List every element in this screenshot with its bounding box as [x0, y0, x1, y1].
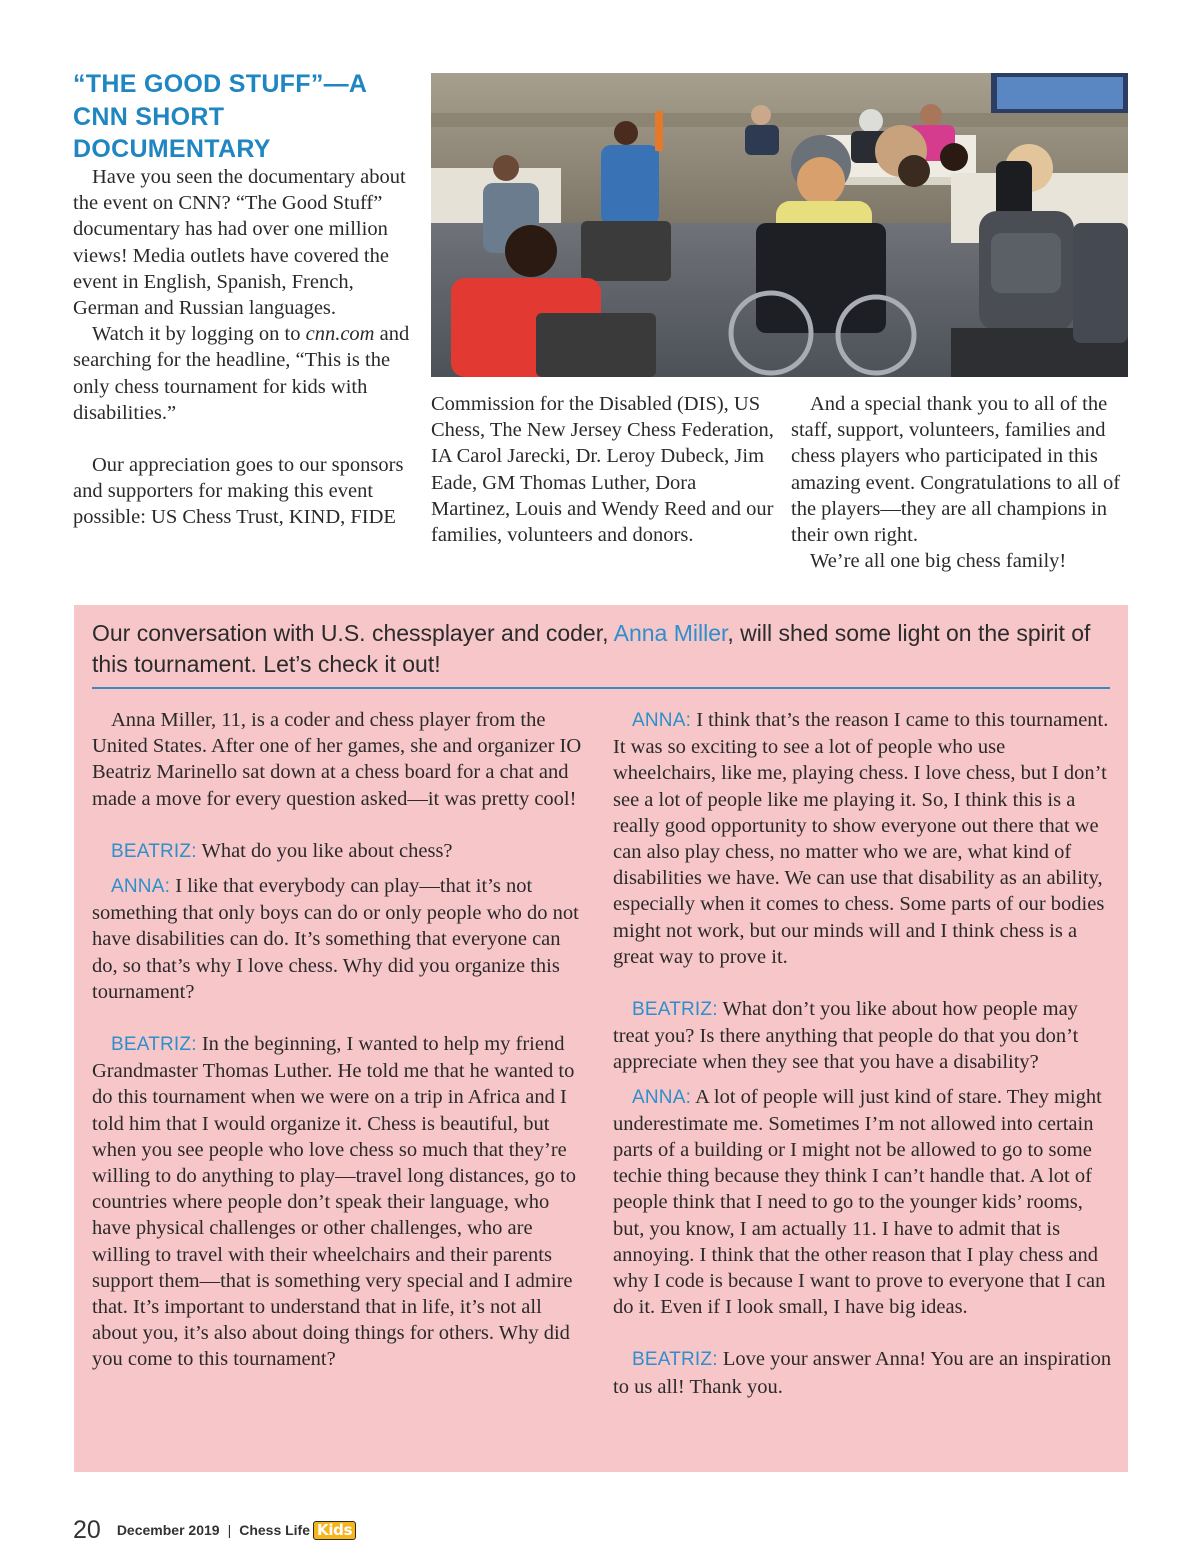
tournament-photo: [431, 73, 1128, 377]
turn-text: I like that everybody can play—that it’s not something that only boys can do or only people who do not have disabilities can do. It’s something that everyone can do, so that’s why I love chess. Why did you organize this tournament?: [92, 875, 579, 1003]
speaker-label: BEATRIZ:: [632, 1349, 718, 1371]
issue-date: December 2019: [116, 1522, 220, 1538]
turn-text: What do you like about chess?: [201, 839, 453, 862]
article-column-2: [431, 391, 776, 548]
interview-turn: [613, 707, 1113, 970]
turn-text: What don’t you like about how people may treat you? Is there anything that people do that you don’t appreciate when they see that you have a disability?: [613, 998, 1079, 1074]
speaker-label: BEATRIZ:: [632, 999, 718, 1021]
watch-paragraph: [73, 321, 410, 426]
footer-separator: |: [227, 1522, 232, 1538]
intro-divider: [92, 687, 1110, 689]
appreciation-paragraph: Our appreciation goes to our sponsors and supporters for making this event possible: US Chess Trust, KIND, FIDE: [73, 454, 404, 529]
interview-turn: [613, 1084, 1113, 1321]
magazine-name: Chess Life: [239, 1522, 311, 1538]
article-heading: “THE GOOD STUFF”—A CNN SHORT DOCUMENTARY: [73, 70, 367, 163]
speaker-label: BEATRIZ:: [111, 1034, 197, 1056]
speaker-label: BEATRIZ:: [111, 840, 197, 862]
interview-turn: [92, 838, 589, 865]
kids-logo: Kids: [313, 1521, 356, 1540]
article-column-1: [73, 164, 410, 531]
interview-intro: [92, 618, 1112, 680]
intro-text-after: , will shed some light on the spirit of this tournament. Let’s check it out!: [92, 620, 1091, 677]
interview-lead: Anna Miller, 11, is a coder and chess player from the United States. After one of her games, she and organizer IO Beatriz Marinello sat down at a chess board for a chat and made a move for every question asked—it was pretty cool!: [92, 709, 582, 810]
cnn-link[interactable]: cnn.com: [305, 323, 375, 346]
interview-turn: [613, 1346, 1113, 1399]
article-column-3: [791, 391, 1131, 574]
speaker-label: ANNA:: [632, 1086, 692, 1108]
turn-text: I think that’s the reason I came to this tournament. It was so exciting to see a lot of people who use wheelchairs, like me, playing chess. I love chess, but I don’t see a lot of people like me playing it. So, I think this is a really good opportunity to show everyone out there that we can also play chess, no matter who we are, what kind of disabilities we have. We can use that disability as an ability, especially when it comes to chess. Some parts of our bodies might not work, but our minds will and I think chess is a great way to prove it.: [613, 709, 1109, 968]
speaker-label: ANNA:: [632, 710, 692, 731]
speaker-label: ANNA:: [111, 876, 171, 898]
chess-family-paragraph: We’re all one big chess family!: [810, 550, 1067, 573]
sponsors-continued: Commission for the Disabled (DIS), US Chess, The New Jersey Chess Federation, IA Carol Jarecki, Dr. Leroy Dubeck, Jim Eade, GM Thomas Luther, Dora Martinez, Louis and Wendy Reed and our families, volunteers and donors.: [431, 393, 774, 547]
watch-text-after: and searching for the headline, “This is the only chess tournament for kids with disabilities.”: [73, 323, 410, 424]
turn-text: In the beginning, I wanted to help my friend Grandmaster Thomas Luther. He told me that he wanted to do this tournament when we were on a trip in Africa and I told him that I would organize it. Chess is beautiful, but when you see people who love chess so much that they’re willing to do anything to play—travel long distances, go to countries where people don’t speak their language, who have physical challenges or other challenges, who are willing to travel with their wheelchairs and their parents support them—that is something very special and I admire that. It’s important to understand that in life, it’s not all about you, it’s also about doing things for others. Why did you come to this tournament?: [92, 1033, 576, 1371]
interview-column-2: [613, 707, 1113, 1400]
page-number: 20: [73, 1515, 101, 1544]
interview-box: [74, 605, 1128, 1472]
page-footer: [73, 1514, 356, 1546]
watch-text-before: Watch it by logging on to: [92, 323, 306, 346]
documentary-paragraph: Have you seen the documentary about the event on CNN? “The Good Stuff” documentary has had over one million views! Media outlets have covered the event in English, Spanish, French, German and Russian languages.: [73, 166, 406, 320]
interview-turn: [92, 1031, 589, 1373]
anna-miller-name: Anna Miller: [613, 620, 728, 646]
interview-turn: [613, 996, 1113, 1076]
interview-turn: [92, 873, 589, 1005]
interview-column-1: [92, 707, 589, 1373]
turn-text: A lot of people will just kind of stare. They might underestimate me. Sometimes I’m not allowed into certain parts of a building or I might not be allowed to go to some techie thing because they think I can’t handle that. A lot of people think that I need to go to the younger kids’ rooms, but, you know, I am actually 11. I have to admit that is annoying. I think that the other reason that I play chess and why I code is because I want to prove to everyone that I can do it. Even if I look small, I have big ideas.: [613, 1085, 1106, 1319]
intro-text-before: Our conversation with U.S. chessplayer and coder,: [92, 620, 614, 646]
thank-you-paragraph: And a special thank you to all of the staff, support, volunteers, families and chess players who participated in this amazing event. Congratulations to all of the players—they are all champions in their own right.: [791, 393, 1121, 547]
turn-text: Love your answer Anna! You are an inspiration to us all! Thank you.: [613, 1348, 1112, 1398]
